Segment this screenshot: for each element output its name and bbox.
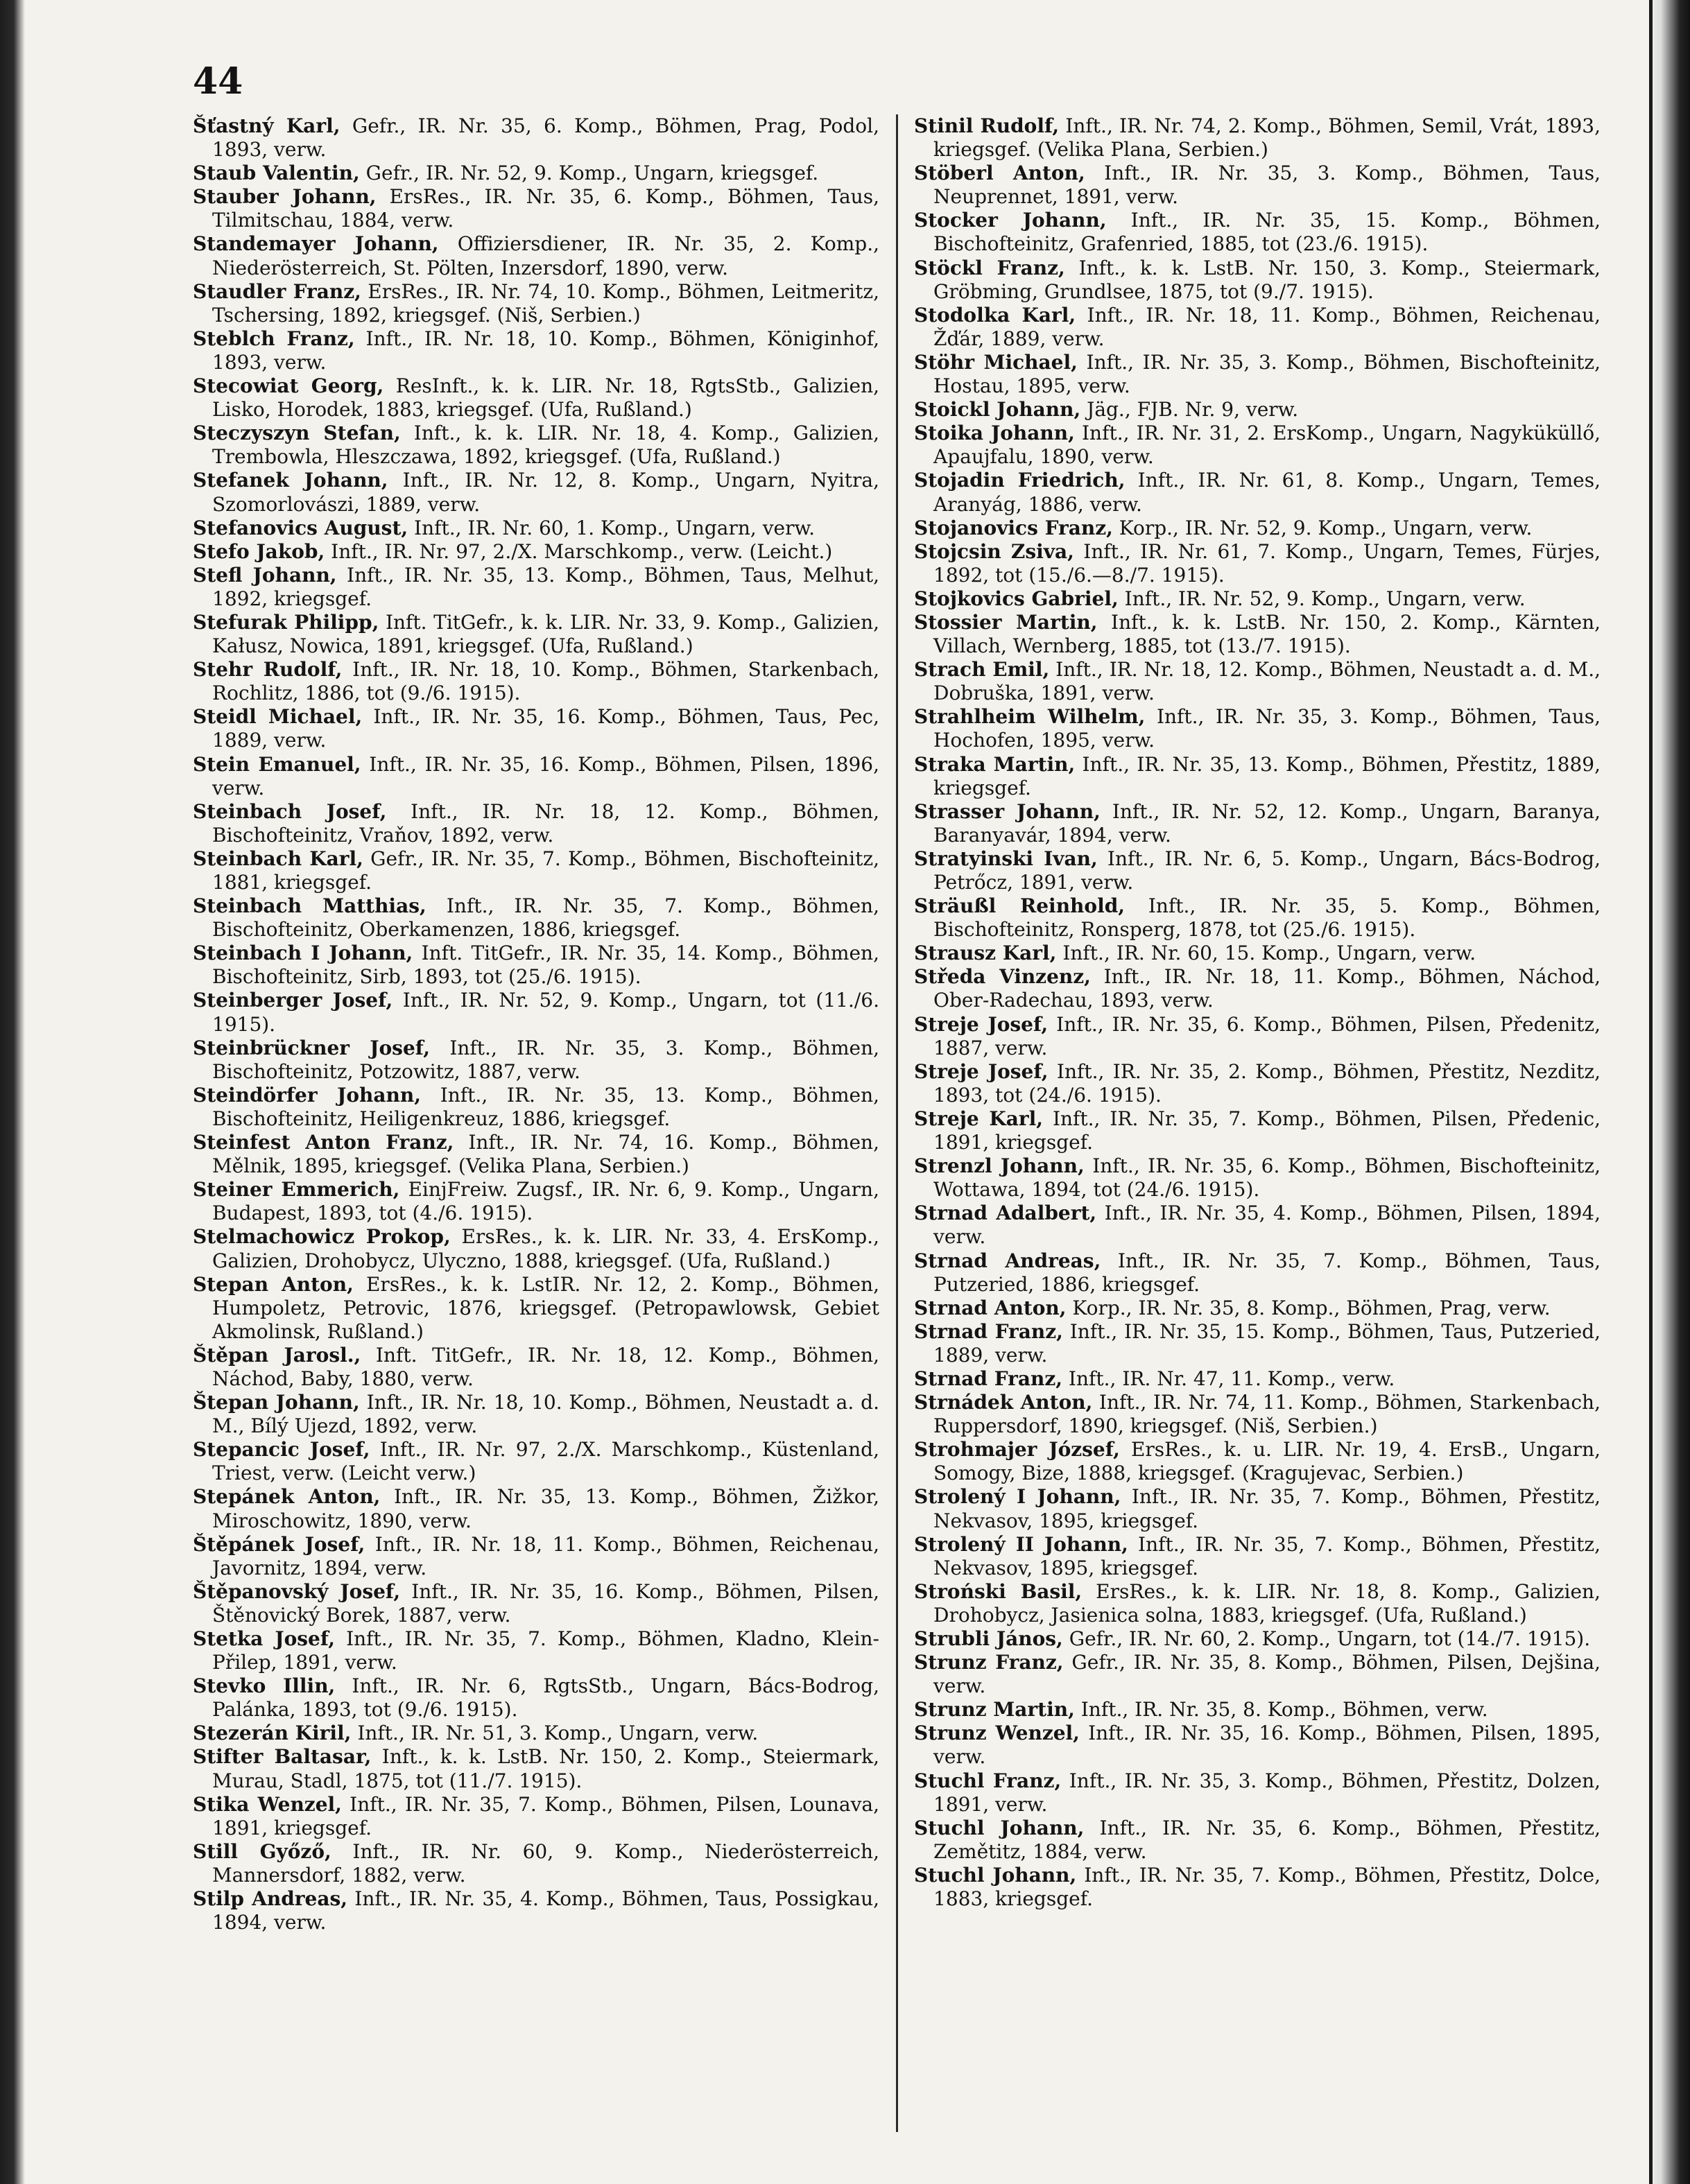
entry-name: Stojanovics Franz, [914, 516, 1113, 539]
register-entry [193, 1037, 879, 1084]
entry-details: Inft., IR. Nr. 35, 5. Komp., Böhmen, Bischofteinitz, Ronsperg, 1878, tot (25./6. 1915). [933, 894, 1601, 942]
register-entry [193, 469, 879, 516]
register-entry [193, 1131, 879, 1178]
entry-name: Stefl Johann, [193, 563, 337, 587]
entry-details: Inft., IR. Nr. 35, 3. Komp., Böhmen, Přestitz, Dolzen, 1891, verw. [933, 1769, 1601, 1816]
entry-details: Inft., IR. Nr. 35, 7. Komp., Böhmen, Taus, Putzeried, 1886, kriegsgef. [933, 1249, 1601, 1296]
entry-details: Inft., IR. Nr. 35, 7. Komp., Böhmen, Pilsen, Předenic, 1891, kriegsgef. [933, 1107, 1601, 1154]
entry-details: ErsRes., k. u. LIR. Nr. 19, 4. ErsB., Ungarn, Somogy, Bize, 1888, kriegsgef. (Kragujevac, Serbien.) [933, 1438, 1601, 1485]
right-column [914, 114, 1601, 2139]
register-entry [914, 1627, 1601, 1651]
register-entry [914, 1722, 1601, 1769]
entry-name: Stroński Basil, [914, 1579, 1083, 1603]
entry-details: Inft., IR. Nr. 35, 15. Komp., Böhmen, Taus, Putzeried, 1889, verw. [933, 1319, 1601, 1367]
entry-details: Inft., IR. Nr. 35, 3. Komp., Böhmen, Taus, Hochofen, 1895, verw. [933, 705, 1601, 752]
entry-details: Inft., IR. Nr. 52, 12. Komp., Ungarn, Baranya, Baranyavár, 1894, verw. [933, 799, 1601, 847]
entry-details: Inft., IR. Nr. 60, 15. Komp., Ungarn, verw. [1056, 942, 1476, 965]
entry-name: Stuchl Johann, [914, 1863, 1077, 1887]
register-entry [914, 587, 1601, 611]
register-entry [193, 327, 879, 374]
register-entry [914, 209, 1601, 256]
entry-name: Stöckl Franz, [914, 256, 1065, 279]
entry-name: Stecowiat Georg, [193, 374, 384, 398]
entry-details: Inft., IR. Nr. 35, 15. Komp., Böhmen, Bischofteinitz, Grafenried, 1885, tot (23./6. 1915). [933, 209, 1601, 256]
entry-name: Steindörfer Johann, [193, 1083, 422, 1107]
entry-details: Inft., IR. Nr. 97, 2./X. Marschkomp., Küstenland, Triest, verw. (Leicht verw.) [212, 1438, 879, 1485]
register-entry [193, 1225, 879, 1272]
register-entry [193, 942, 879, 989]
entry-name: Steblch Franz, [193, 327, 355, 350]
entry-details: Offiziersdiener, IR. Nr. 35, 2. Komp., Niederösterreich, St. Pölten, Inzersdorf, 1890, verw. [212, 232, 879, 279]
register-entry [193, 1344, 879, 1391]
register-entry [193, 800, 879, 847]
entry-details: Inft., IR. Nr. 35, 7. Komp., Böhmen, Přestitz, Nekvasov, 1895, kriegsgef. [933, 1532, 1601, 1579]
register-entry [193, 564, 879, 611]
entry-name: Steinbach I Johann, [193, 942, 413, 965]
register-entry [193, 232, 879, 279]
entry-name: Still Győző, [193, 1839, 331, 1863]
entry-details: Inft., IR. Nr. 35, 7. Komp., Böhmen, Přestitz, Nekvasov, 1895, kriegsgef. [933, 1485, 1601, 1532]
entry-name: Strnad Franz, [914, 1319, 1063, 1343]
register-entry [914, 705, 1601, 752]
entry-name: Štepan Johann, [193, 1391, 360, 1414]
register-entry [193, 374, 879, 422]
entry-name: Šťastný Karl, [193, 114, 340, 137]
register-entry [193, 1438, 879, 1485]
entry-details: ErsRes., IR. Nr. 74, 10. Komp., Böhmen, Leitmeritz, Tschersing, 1892, kriegsgef. (Niš, Serbien.) [212, 279, 879, 327]
register-entry [193, 705, 879, 752]
entry-name: Strunz Wenzel, [914, 1722, 1080, 1745]
entry-name: Stauber Johann, [193, 185, 377, 209]
register-entry [193, 1580, 879, 1627]
register-entry [914, 1060, 1601, 1107]
entry-details: Inft., IR. Nr. 97, 2./X. Marschkomp., verw. (Leicht.) [325, 539, 833, 563]
register-entry [914, 114, 1601, 162]
entry-details: Inft., IR. Nr. 18, 10. Komp., Böhmen, Starkenbach, Rochlitz, 1886, tot (9./6. 1915). [212, 658, 879, 705]
entry-details: Inft., k. k. LIR. Nr. 18, 4. Komp., Galizien, Trembowla, Hleszczawa, 1892, kriegsgef. (Ufa, Rußland.) [212, 422, 879, 469]
entry-details: Inft., IR. Nr. 74, 11. Komp., Böhmen, Starkenbach, Ruppersdorf, 1890, kriegsgef. (Niš, Serbien.) [933, 1391, 1601, 1438]
entry-details: Inft., IR. Nr. 18, 11. Komp., Böhmen, Reichenau, Javornitz, 1894, verw. [212, 1532, 879, 1579]
entry-details: Inft., k. k. LstB. Nr. 150, 2. Komp., Steiermark, Murau, Stadl, 1875, tot (11./7. 1915). [212, 1745, 879, 1792]
entry-name: Strnad Andreas, [914, 1249, 1101, 1272]
entry-name: Stojcsin Zsiva, [914, 539, 1074, 563]
entry-details: Inft., IR. Nr. 52, 9. Komp., Ungarn, tot (11./6. 1915). [212, 989, 879, 1036]
entry-name: Sträußl Reinhold, [914, 894, 1126, 918]
entry-details: Inft. TitGefr., k. k. LIR. Nr. 33, 9. Komp., Galizien, Kałusz, Nowica, 1891, kriegsgef. (Ufa, Rußland.) [212, 610, 879, 658]
register-entry [193, 1533, 879, 1580]
entry-details: Inft., IR. Nr. 51, 3. Komp., Ungarn, verw. [351, 1722, 759, 1745]
entry-details: ErsRes., k. k. LIR. Nr. 18, 8. Komp., Galizien, Drohobycz, Jasienica solna, 1883, kriegsgef. (Ufa, Rußland.) [933, 1579, 1601, 1627]
register-entry [193, 1627, 879, 1674]
register-entry [193, 847, 879, 894]
register-entry [193, 114, 879, 162]
entry-name: Strolený II Johann, [914, 1532, 1128, 1556]
left-column [193, 114, 879, 2139]
register-entry [914, 257, 1601, 304]
register-entry [914, 1533, 1601, 1580]
entry-details: ResInft., k. k. LIR. Nr. 18, RgtsStb., Galizien, Lisko, Horodek, 1883, kriegsgef. (Ufa, Rußland.) [212, 374, 879, 422]
entry-name: Stefanek Johann, [193, 469, 388, 492]
entry-name: Stepancic Josef, [193, 1438, 370, 1462]
entry-name: Stilp Andreas, [193, 1887, 348, 1911]
register-entry [193, 1840, 879, 1887]
entry-name: Stefurak Philipp, [193, 610, 379, 634]
entry-details: Inft. TitGefr., IR. Nr. 18, 12. Komp., Böhmen, Náchod, Baby, 1880, verw. [212, 1343, 879, 1390]
entry-details: ErsRes., k. k. LstIR. Nr. 12, 2. Komp., Böhmen, Humpoletz, Petrovic, 1876, kriegsgef. (Petropawlowsk, Gebiet Akmolinsk, Rußland.) [212, 1272, 879, 1343]
entry-details: Inft., IR. Nr. 35, 4. Komp., Böhmen, Taus, Possigkau, 1894, verw. [212, 1887, 879, 1934]
entry-details: Inft., IR. Nr. 60, 1. Komp., Ungarn, verw. [408, 516, 816, 539]
register-entry [914, 398, 1601, 422]
entry-details: Inft., IR. Nr. 74, 16. Komp., Böhmen, Mělnik, 1895, kriegsgef. (Velika Plana, Serbien.) [212, 1131, 879, 1178]
entry-details: Gefr., IR. Nr. 60, 2. Komp., Ungarn, tot (14./7. 1915). [1062, 1627, 1591, 1650]
entry-name: Stepánek Anton, [193, 1485, 381, 1509]
entry-name: Stoika Johann, [914, 422, 1075, 445]
entry-name: Streje Josef, [914, 1059, 1049, 1083]
entry-details: Inft. TitGefr., IR. Nr. 35, 14. Komp., Böhmen, Bischofteinitz, Sirb, 1893, tot (25./6. 1915). [212, 942, 879, 989]
entry-name: Steiner Emmerich, [193, 1178, 400, 1202]
register-entry [914, 1391, 1601, 1438]
register-entry [193, 658, 879, 705]
column-divider [896, 114, 898, 2132]
register-entry [914, 611, 1601, 658]
entry-details: Inft., IR. Nr. 18, 12. Komp., Böhmen, Neustadt a. d. M., Dobruška, 1891, verw. [933, 658, 1601, 705]
entry-details: Gefr., IR. Nr. 35, 8. Komp., Böhmen, Pilsen, Dejšina, verw. [933, 1651, 1601, 1698]
register-entry [193, 1674, 879, 1722]
register-entry [914, 1817, 1601, 1864]
entry-details: Inft., IR. Nr. 47, 11. Komp., verw. [1062, 1367, 1395, 1390]
entry-details: Inft., IR. Nr. 35, 13. Komp., Böhmen, Bischofteinitz, Heiligenkreuz, 1886, kriegsgef. [212, 1083, 879, 1130]
entry-details: Inft., IR. Nr. 35, 3. Komp., Böhmen, Bischofteinitz, Hostau, 1895, verw. [933, 350, 1601, 398]
register-entry [914, 1485, 1601, 1532]
entry-name: Steinbrückner Josef, [193, 1036, 430, 1059]
register-entry [193, 1485, 879, 1532]
entry-details: Jäg., FJB. Nr. 9, verw. [1080, 398, 1299, 422]
entry-name: Steidl Michael, [193, 705, 363, 729]
entry-name: Strausz Karl, [914, 942, 1057, 965]
entry-name: Staudler Franz, [193, 279, 361, 303]
entry-details: Inft., IR. Nr. 6, 5. Komp., Ungarn, Bács-Bodrog, Petrőcz, 1891, verw. [933, 847, 1601, 894]
entry-details: Inft., IR. Nr. 35, 13. Komp., Böhmen, Žižkor, Miroschowitz, 1890, verw. [212, 1485, 879, 1532]
entry-name: Strolený I Johann, [914, 1485, 1121, 1509]
register-entry [914, 1297, 1601, 1320]
register-entry [193, 1084, 879, 1131]
register-entry [193, 1391, 879, 1438]
entry-details: Gefr., IR. Nr. 35, 7. Komp., Böhmen, Bischofteinitz, 1881, kriegsgef. [212, 847, 879, 894]
entry-details: Inft., IR. Nr. 35, 13. Komp., Böhmen, Přestitz, 1889, kriegsgef. [933, 752, 1601, 799]
entry-name: Stöhr Michael, [914, 350, 1078, 374]
entry-name: Strasser Johann, [914, 799, 1101, 823]
entry-name: Stoickl Johann, [914, 398, 1081, 422]
entry-details: Inft., IR. Nr. 35, 16. Komp., Böhmen, Pilsen, Štěnovický Borek, 1887, verw. [212, 1579, 879, 1627]
register-entry [193, 1722, 879, 1745]
entry-name: Steczyszyn Stefan, [193, 422, 401, 445]
entry-name: Strahlheim Wilhelm, [914, 705, 1146, 729]
entry-name: Steinbach Karl, [193, 847, 363, 870]
register-entry [914, 540, 1601, 587]
register-entry [914, 1154, 1601, 1202]
register-entry [914, 162, 1601, 209]
entry-details: Inft., IR. Nr. 35, 7. Komp., Böhmen, Pilsen, Lounava, 1891, kriegsgef. [212, 1792, 879, 1839]
entry-name: Stodolka Karl, [914, 303, 1076, 327]
entry-name: Steinfest Anton Franz, [193, 1131, 454, 1154]
entry-details: Inft., IR. Nr. 35, 16. Komp., Böhmen, Pilsen, 1896, verw. [212, 752, 879, 799]
register-entry [193, 162, 879, 185]
register-entry [914, 1367, 1601, 1391]
register-entry [914, 422, 1601, 469]
register-entry [914, 469, 1601, 516]
register-entry [914, 1320, 1601, 1367]
entry-details: Inft., IR. Nr. 18, 10. Komp., Böhmen, Neustadt a. d. M., Bílý Ujezd, 1892, verw. [212, 1391, 879, 1438]
entry-details: Inft., IR. Nr. 35, 16. Komp., Böhmen, Taus, Pec, 1889, verw. [212, 705, 879, 752]
entry-name: Stevko Illin, [193, 1674, 336, 1698]
entry-details: Korp., IR. Nr. 35, 8. Komp., Böhmen, Prag, verw. [1066, 1296, 1551, 1319]
entry-name: Strnad Adalbert, [914, 1202, 1097, 1225]
page-border-line [1649, 0, 1653, 2184]
entry-name: Štěpánek Josef, [193, 1532, 365, 1556]
entry-name: Štěpan Jarosl., [193, 1343, 361, 1367]
entry-name: Stetka Josef, [193, 1627, 336, 1650]
entry-name: Stelmachowicz Prokop, [193, 1225, 451, 1249]
register-entry [914, 304, 1601, 351]
entry-details: Inft., IR. Nr. 31, 2. ErsKomp., Ungarn, Nagyküküllő, Apaujfalu, 1890, verw. [933, 422, 1601, 469]
register-entry [193, 611, 879, 658]
register-entry [914, 1651, 1601, 1698]
entry-name: Středa Vinzenz, [914, 965, 1091, 989]
register-entry [193, 1887, 879, 1934]
register-entry [914, 800, 1601, 847]
register-entry [914, 942, 1601, 965]
entry-name: Stefanovics August, [193, 516, 408, 539]
entry-name: Stika Wenzel, [193, 1792, 342, 1816]
entry-name: Stuchl Johann, [914, 1816, 1085, 1839]
entry-name: Streje Karl, [914, 1107, 1044, 1130]
entry-details: Inft., IR. Nr. 35, 16. Komp., Böhmen, Pilsen, 1895, verw. [933, 1722, 1601, 1769]
entry-name: Strnad Franz, [914, 1367, 1063, 1390]
register-entry [914, 1107, 1601, 1154]
entry-name: Stepan Anton, [193, 1272, 354, 1296]
register-entry [914, 1202, 1601, 1249]
entry-name: Stossier Martin, [914, 610, 1098, 634]
register-entry [914, 351, 1601, 398]
entry-name: Štěpanovský Josef, [193, 1579, 401, 1603]
entry-details: Inft., IR. Nr. 35, 7. Komp., Böhmen, Přestitz, Dolce, 1883, kriegsgef. [933, 1863, 1601, 1911]
register-entry [193, 1793, 879, 1840]
entry-details: Inft., IR. Nr. 35, 7. Komp., Böhmen, Kladno, Klein-Přilep, 1891, verw. [212, 1627, 879, 1674]
entry-name: Stuchl Franz, [914, 1769, 1062, 1792]
entry-details: Inft., IR. Nr. 35, 6. Komp., Böhmen, Pilsen, Předenitz, 1887, verw. [933, 1012, 1601, 1059]
entry-details: Inft., k. k. LstB. Nr. 150, 3. Komp., Steiermark, Gröbming, Grundlsee, 1875, tot (9./7. 1915). [933, 256, 1601, 303]
entry-details: Inft., IR. Nr. 18, 11. Komp., Böhmen, Reichenau, Žďár, 1889, verw. [933, 303, 1601, 350]
entry-name: Strenzl Johann, [914, 1154, 1085, 1178]
entry-name: Stojkovics Gabriel, [914, 587, 1119, 610]
page-number: 44 [193, 60, 243, 103]
entry-details: Korp., IR. Nr. 52, 9. Komp., Ungarn, verw. [1112, 516, 1533, 539]
entry-name: Stojadin Friedrich, [914, 469, 1126, 492]
entry-name: Stefo Jakob, [193, 539, 325, 563]
register-entry [914, 517, 1601, 540]
entry-details: Inft., k. k. LstB. Nr. 150, 2. Komp., Kärnten, Villach, Wernberg, 1885, tot (13./7. 1915). [933, 610, 1601, 658]
entry-details: EinjFreiw. Zugsf., IR. Nr. 6, 9. Komp., Ungarn, Budapest, 1893, tot (4./6. 1915). [212, 1178, 879, 1225]
entry-name: Strnádek Anton, [914, 1391, 1093, 1414]
register-entry [193, 1273, 879, 1344]
entry-details: Inft., IR. Nr. 35, 3. Komp., Böhmen, Bischofteinitz, Potzowitz, 1887, verw. [212, 1036, 879, 1083]
entry-name: Stein Emanuel, [193, 752, 361, 776]
entry-details: Inft., IR. Nr. 60, 9. Komp., Niederösterreich, Mannersdorf, 1882, verw. [212, 1839, 879, 1887]
entry-name: Streje Josef, [914, 1012, 1049, 1036]
entry-name: Strubli János, [914, 1627, 1063, 1650]
register-entry [193, 517, 879, 540]
entry-name: Strunz Franz, [914, 1651, 1064, 1674]
scan-edge-left [0, 0, 25, 2184]
register-entry [914, 965, 1601, 1012]
entry-name: Steinberger Josef, [193, 989, 393, 1012]
entry-name: Strunz Martin, [914, 1698, 1075, 1722]
register-entry [193, 1178, 879, 1225]
register-entry [914, 753, 1601, 800]
register-entry [914, 658, 1601, 705]
entry-name: Straka Martin, [914, 752, 1076, 776]
entry-name: Steinbach Matthias, [193, 894, 426, 918]
entry-name: Staub Valentin, [193, 162, 360, 185]
entry-name: Stratyinski Ivan, [914, 847, 1098, 870]
register-entry [193, 753, 879, 800]
register-entry [914, 894, 1601, 942]
entry-name: Strohmajer József, [914, 1438, 1120, 1462]
entry-details: Inft., IR. Nr. 12, 8. Komp., Ungarn, Nyitra, Szomorlovászi, 1889, verw. [212, 469, 879, 516]
entry-details: Inft., IR. Nr. 61, 7. Komp., Ungarn, Temes, Fürjes, 1892, tot (15./6.—8./7. 1915). [933, 539, 1601, 587]
register-entry [914, 1864, 1601, 1911]
entry-details: Inft., IR. Nr. 6, RgtsStb., Ungarn, Bács-Bodrog, Palánka, 1893, tot (9./6. 1915). [212, 1674, 879, 1722]
entry-details: Gefr., IR. Nr. 52, 9. Komp., Ungarn, kriegsgef. [359, 162, 819, 185]
register-entry [914, 1769, 1601, 1817]
register-entry [914, 1013, 1601, 1060]
scan-edge-right [1648, 0, 1690, 2184]
register-entry [193, 989, 879, 1036]
register-entry [193, 185, 879, 232]
entry-name: Strach Emil, [914, 658, 1050, 682]
register-entry [193, 894, 879, 942]
register-entry [914, 1580, 1601, 1627]
entry-name: Stinil Rudolf, [914, 114, 1060, 137]
entry-details: Inft., IR. Nr. 35, 2. Komp., Böhmen, Přestitz, Nezditz, 1893, tot (24./6. 1915). [933, 1059, 1601, 1107]
entry-details: Inft., IR. Nr. 35, 3. Komp., Böhmen, Taus, Neuprennet, 1891, verw. [933, 162, 1601, 209]
register-entry [914, 1698, 1601, 1722]
register-entry [193, 540, 879, 564]
register-entry [193, 422, 879, 469]
register-entry [193, 1745, 879, 1792]
register-entry [914, 847, 1601, 894]
entry-details: Inft., IR. Nr. 35, 13. Komp., Böhmen, Taus, Melhut, 1892, kriegsgef. [212, 563, 879, 610]
entry-name: Strnad Anton, [914, 1296, 1067, 1319]
entry-details: Inft., IR. Nr. 18, 12. Komp., Böhmen, Bischofteinitz, Vraňov, 1892, verw. [212, 799, 879, 847]
register-entry [914, 1249, 1601, 1297]
entry-details: ErsRes., IR. Nr. 35, 6. Komp., Böhmen, Taus, Tilmitschau, 1884, verw. [212, 185, 879, 232]
entry-details: Inft., IR. Nr. 35, 6. Komp., Böhmen, Bischofteinitz, Wottawa, 1894, tot (24./6. 1915). [933, 1154, 1601, 1202]
entry-name: Stezerán Kiril, [193, 1722, 352, 1745]
entry-details: Inft., IR. Nr. 35, 6. Komp., Böhmen, Přestitz, Zemětitz, 1884, verw. [933, 1816, 1601, 1863]
entry-name: Standemayer Johann, [193, 232, 439, 256]
entry-name: Stöberl Anton, [914, 162, 1085, 185]
entry-details: Gefr., IR. Nr. 35, 6. Komp., Böhmen, Prag, Podol, 1893, verw. [212, 114, 879, 162]
register-entry [193, 280, 879, 327]
entry-details: ErsRes., k. k. LIR. Nr. 33, 4. ErsKomp., Galizien, Drohobycz, Ulyczno, 1888, kriegsgef. (Ufa, Rußland.) [212, 1225, 879, 1272]
entry-details: Inft., IR. Nr. 61, 8. Komp., Ungarn, Temes, Aranyág, 1886, verw. [933, 469, 1601, 516]
entry-details: Inft., IR. Nr. 18, 10. Komp., Böhmen, Königinhof, 1893, verw. [212, 327, 879, 374]
entry-details: Inft., IR. Nr. 74, 2. Komp., Böhmen, Semil, Vrát, 1893, kriegsgef. (Velika Plana, Serbien.) [933, 114, 1601, 162]
entry-details: Inft., IR. Nr. 35, 8. Komp., Böhmen, verw. [1074, 1698, 1488, 1722]
entry-details: Inft., IR. Nr. 18, 11. Komp., Böhmen, Náchod, Ober-Radechau, 1893, verw. [933, 965, 1601, 1012]
register-entry [914, 1438, 1601, 1485]
entry-name: Stifter Baltasar, [193, 1745, 372, 1769]
entry-details: Inft., IR. Nr. 52, 9. Komp., Ungarn, verw. [1118, 587, 1526, 610]
entry-details: Inft., IR. Nr. 35, 7. Komp., Böhmen, Bischofteinitz, Oberkamenzen, 1886, kriegsgef. [212, 894, 879, 942]
entry-details: Inft., IR. Nr. 35, 4. Komp., Böhmen, Pilsen, 1894, verw. [933, 1202, 1601, 1249]
entry-name: Stehr Rudolf, [193, 658, 343, 682]
entry-name: Stocker Johann, [914, 209, 1107, 232]
entry-name: Steinbach Josef, [193, 799, 387, 823]
